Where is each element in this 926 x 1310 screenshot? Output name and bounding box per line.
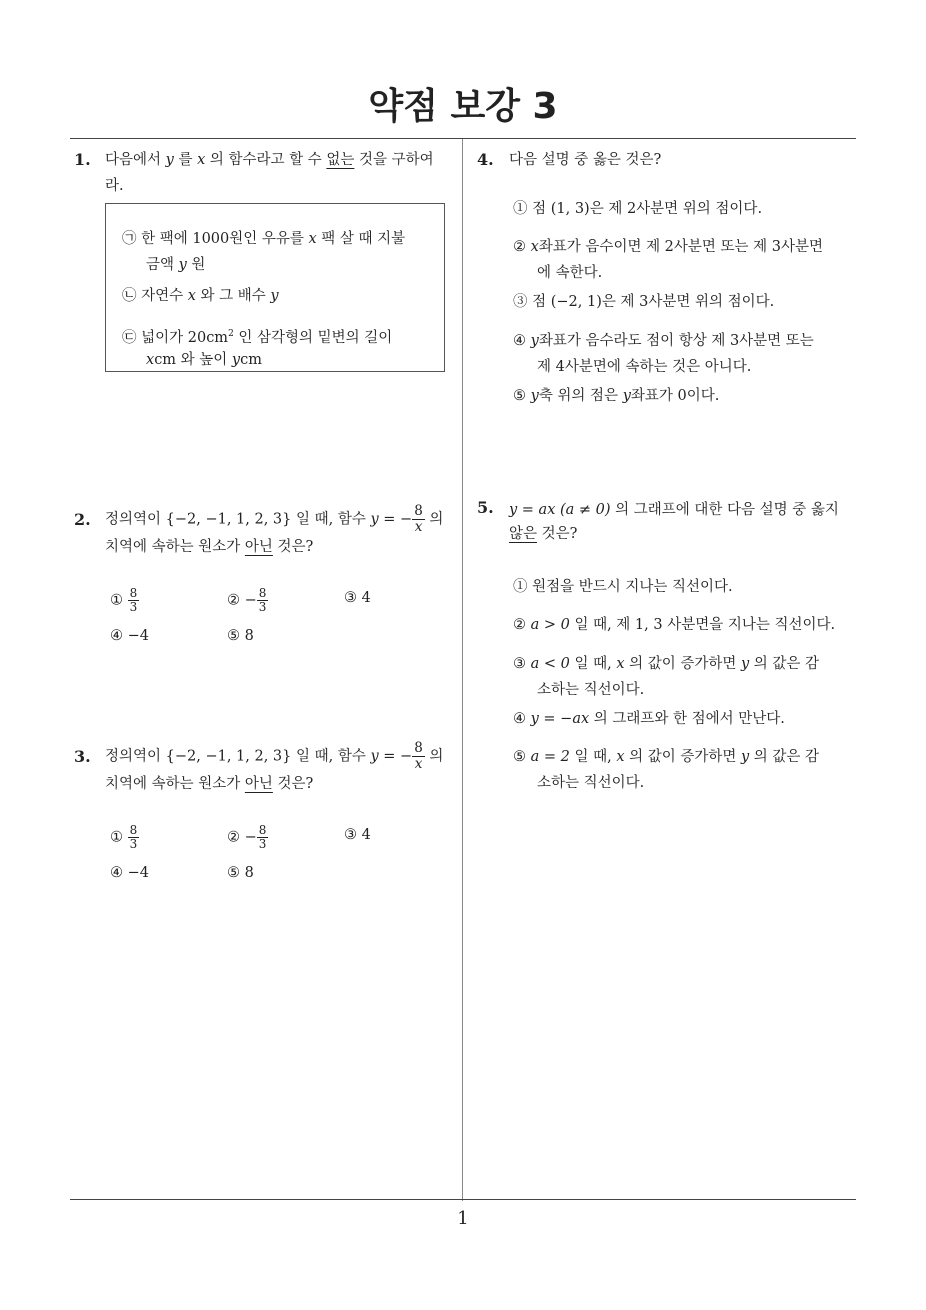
- p5-choice-3-line2: 소하는 직선이다.: [537, 682, 645, 698]
- p2-choice-1: ① $\frac{8}{3}$: [110, 586, 138, 614]
- p4-choice-3: ③ 점 (−2, 1)은 제 3사분면 위의 점이다.: [513, 294, 775, 310]
- p3-choice-4: ④ −4: [110, 865, 149, 881]
- p2-choice-2: ② − $\frac{8}{3}$: [227, 586, 267, 614]
- function-fraction: $\frac{8}{x}$: [414, 503, 423, 535]
- page-number: 1: [457, 1208, 469, 1229]
- problem-number: 5.: [477, 498, 494, 517]
- underlined-word: 없는: [326, 152, 355, 168]
- p4-choice-2: ② x좌표가 음수이면 제 2사분면 또는 제 3사분면: [513, 239, 824, 255]
- p4-choice-1: ① 점 (1, 3)은 제 2사분면 위의 점이다.: [513, 201, 763, 217]
- underlined-word: 아닌: [244, 539, 273, 555]
- problem-4-stem: 다음 설명 중 옳은 것은?: [509, 152, 662, 168]
- condition-b: ㉡ 자연수 x 와 그 배수 y: [122, 288, 279, 304]
- problem-2-stem-line2: 치역에 속하는 원소가 아닌 것은?: [105, 539, 314, 555]
- problem-2-stem: 정의역이 {−2, −1, 1, 2, 3} 일 때, 함수 y = − $\frac{8}{x}$ 의: [105, 503, 444, 535]
- p4-choice-5: ⑤ y축 위의 점은 y좌표가 0이다.: [513, 388, 720, 404]
- problem-number: 2.: [74, 510, 91, 529]
- condition-a: ㉠ 한 팩에 1000원인 우유를 x 팩 살 때 지불: [122, 231, 406, 247]
- condition-c: ㉢ 넓이가 $20cm^2$ 인 삼각형의 밑변의 길이: [122, 329, 393, 346]
- p4-choice-2-line2: 에 속한다.: [537, 265, 603, 281]
- p4-choice-4: ④ y좌표가 음수라도 점이 항상 제 3사분면 또는: [513, 333, 814, 349]
- condition-a-line2: 금액 y 원: [146, 257, 206, 273]
- p5-choice-5-line2: 소하는 직선이다.: [537, 775, 645, 791]
- column-divider: [462, 139, 463, 1201]
- underlined-word: 아닌: [244, 776, 273, 792]
- p3-choice-2: ② − $\frac{8}{3}$: [227, 823, 267, 851]
- p2-choice-3: ③ 4: [344, 590, 371, 606]
- p4-choice-4-line2: 제 4사분면에 속하는 것은 아니다.: [537, 359, 752, 375]
- p5-choice-4: ④ y = −ax 의 그래프와 한 점에서 만난다.: [513, 711, 785, 727]
- problem-1-stem-line2: 라.: [105, 178, 124, 194]
- top-rule: [70, 138, 856, 139]
- problem-5-stem-line2: 않은 것은?: [509, 526, 578, 542]
- p5-choice-2: ② a > 0 일 때, 제 1, 3 사분면을 지나는 직선이다.: [513, 617, 836, 633]
- p2-choice-4: ④ −4: [110, 628, 149, 644]
- function-fraction: $\frac{8}{x}$: [414, 740, 423, 772]
- problem-number: 4.: [477, 150, 494, 169]
- p3-choice-5: ⑤ 8: [227, 865, 254, 881]
- problem-3-stem: 정의역이 {−2, −1, 1, 2, 3} 일 때, 함수 y = − $\frac{8}{x}$ 의: [105, 740, 444, 772]
- problem-number: 1.: [74, 150, 91, 169]
- underlined-word: 않은: [509, 526, 538, 542]
- p3-choice-1: ① $\frac{8}{3}$: [110, 823, 138, 851]
- p5-choice-3: ③ a < 0 일 때, x 의 값이 증가하면 y 의 값은 감: [513, 656, 820, 672]
- problem-1-conditions-box: [105, 203, 445, 372]
- problem-3-stem-line2: 치역에 속하는 원소가 아닌 것은?: [105, 776, 314, 792]
- condition-c-line2: xcm 와 높이 ycm: [146, 352, 262, 368]
- p3-choice-3: ③ 4: [344, 827, 371, 843]
- problem-1-stem: 다음에서 y 를 x 의 함수라고 할 수 없는 것을 구하여: [105, 152, 434, 168]
- p5-choice-5: ⑤ a = 2 일 때, x 의 값이 증가하면 y 의 값은 감: [513, 749, 820, 765]
- page-title: 약점 보강 3: [368, 86, 558, 127]
- bottom-rule: [70, 1199, 856, 1200]
- p2-choice-5: ⑤ 8: [227, 628, 254, 644]
- problem-number: 3.: [74, 747, 91, 766]
- problem-5-stem: y = ax (a ≠ 0) 의 그래프에 대한 다음 설명 중 옳지: [509, 502, 839, 518]
- p5-choice-1: ① 원점을 반드시 지나는 직선이다.: [513, 579, 733, 595]
